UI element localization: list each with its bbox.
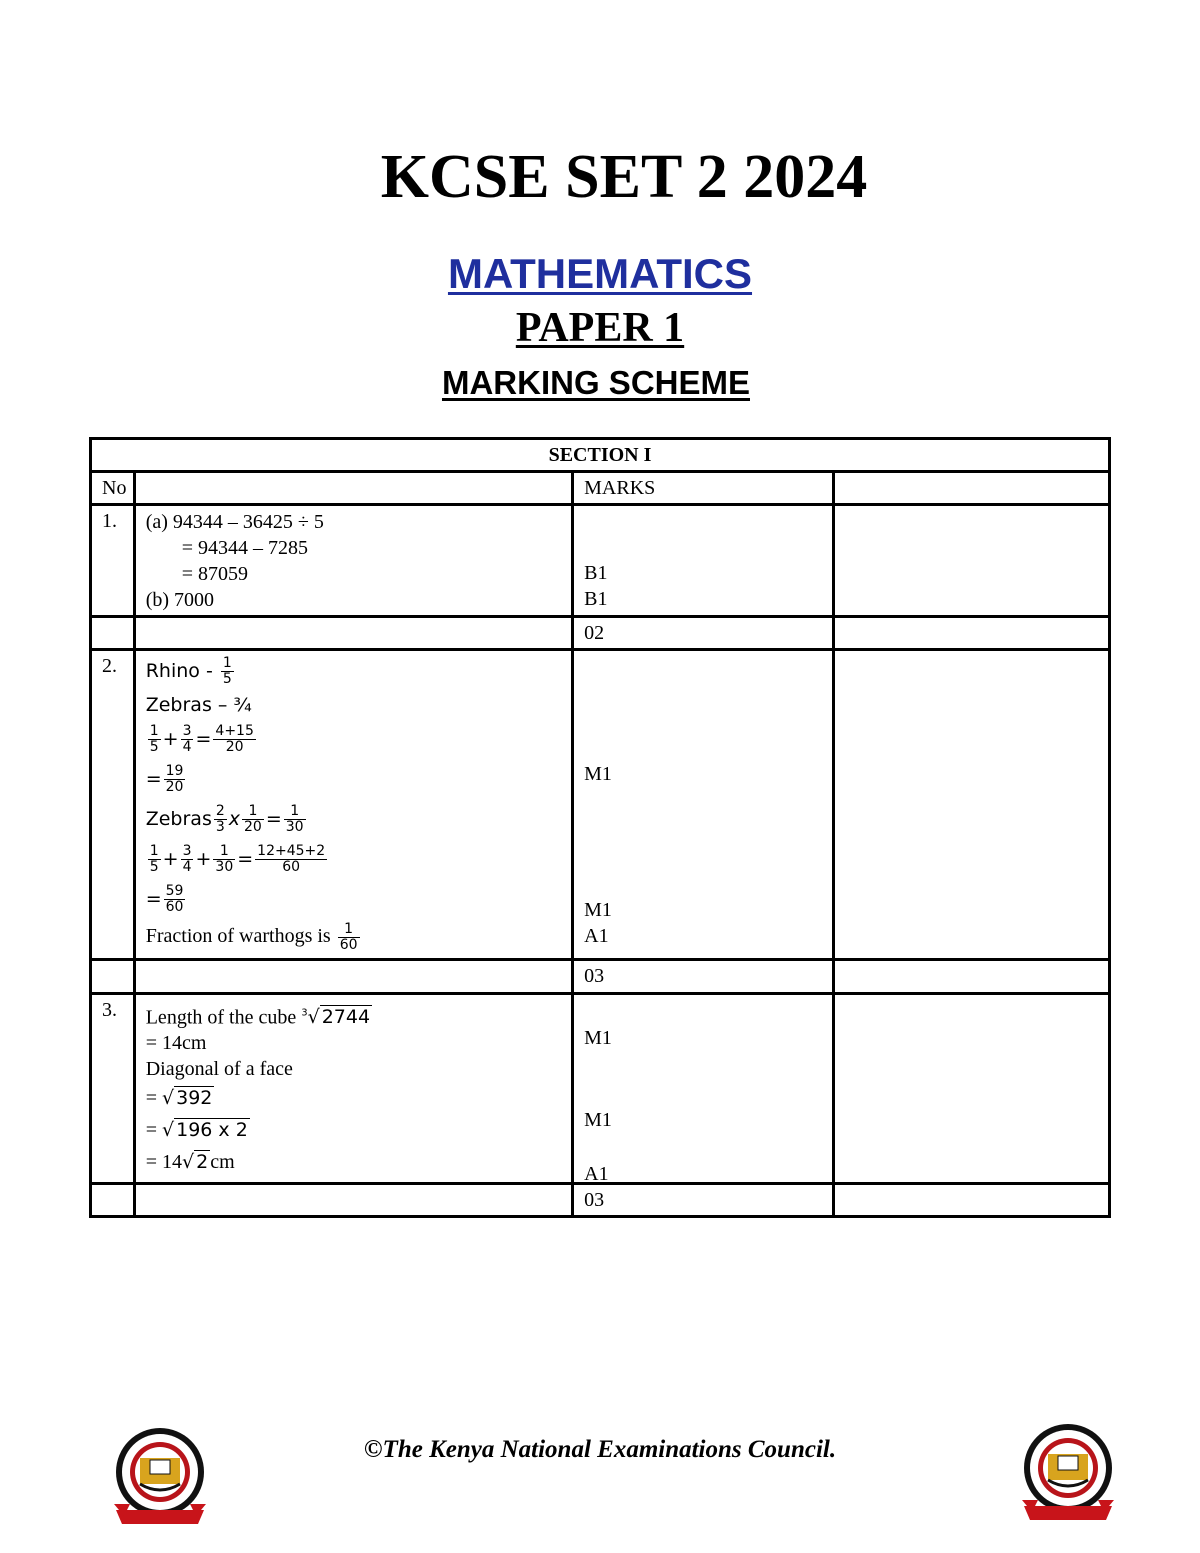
working-line: (a) 94344 – 36425 ÷ 5: [145, 511, 324, 533]
fraction: $\frac{19}{20}$: [165, 763, 184, 795]
mark-award: B1: [584, 588, 608, 610]
question-number: 1.: [91, 505, 135, 617]
fraction: $\frac{59}{60}$: [165, 883, 184, 915]
square-root: √ 196 x 2: [162, 1119, 248, 1142]
working-line: = 14cm: [145, 1032, 207, 1055]
fraction: $\frac{3}{4}$: [182, 843, 192, 875]
working-line: [146, 1001, 561, 1030]
square-root: √ 392: [162, 1087, 213, 1110]
empty-cell: [134, 1184, 572, 1217]
subtotal-row: [91, 960, 1110, 994]
working-cell: [134, 650, 572, 960]
fraction: $\frac{12+45+2}{60}$: [257, 843, 326, 875]
working-line: = 87059: [181, 563, 248, 585]
section-heading-row: [91, 439, 1110, 472]
text: Length of the cube: [145, 1006, 297, 1029]
fraction: $\frac{1}{5}$: [222, 655, 232, 687]
working-line: Diagonal of a face: [145, 1058, 293, 1081]
column-header-marks: MARKS: [573, 472, 834, 505]
fraction: $\frac{1}{5}$: [149, 723, 159, 755]
mark-award: M1: [584, 899, 612, 921]
mark-award: M1: [584, 763, 612, 785]
empty-cell: [834, 617, 1110, 650]
subtotal-marks: 03: [573, 1184, 834, 1217]
empty-cell: [134, 617, 572, 650]
question-row-2: [91, 650, 1110, 960]
working-line: = √ 196 x 2: [145, 1119, 248, 1142]
working-line: = $\frac{59}{60}$: [145, 883, 184, 915]
working-cell: [134, 994, 572, 1184]
mark-award: A1: [584, 925, 609, 947]
knec-logo-left: [110, 1424, 210, 1534]
question-row-1: [91, 505, 1110, 617]
fraction: $\frac{2}{3}$: [215, 803, 225, 835]
working-line: = √ 392: [145, 1087, 213, 1110]
square-root: √ 2: [182, 1151, 209, 1174]
fraction: $\frac{1}{30}$: [215, 843, 234, 875]
empty-cell: [834, 1184, 1110, 1217]
working-line: [146, 651, 561, 691]
working-line: Zebras – ¾: [145, 694, 252, 716]
copyright-footer: ©The Kenya National Examinations Council.: [363, 1436, 837, 1463]
text: Zebras: [145, 808, 212, 830]
column-header-working: [134, 472, 572, 505]
question-number: 2.: [91, 650, 135, 960]
text: Fraction of warthogs is: [145, 925, 331, 947]
empty-cell: [834, 960, 1110, 994]
working-line: = 94344 – 7285: [181, 537, 308, 559]
fraction: $\frac{3}{4}$: [182, 723, 192, 755]
marking-scheme-table: [89, 437, 1111, 1218]
extra-cell: [834, 505, 1110, 617]
subject-heading: MATHEMATICS: [447, 250, 753, 297]
knec-logo-right: [1018, 1420, 1118, 1530]
column-header-row: [91, 472, 1110, 505]
document-title: KCSE SET 2 2024: [380, 143, 868, 211]
fraction: $\frac{1}{5}$: [149, 843, 159, 875]
fraction: $\frac{1}{30}$: [285, 803, 304, 835]
empty-cell: [91, 1184, 135, 1217]
marks-cell: [573, 505, 834, 617]
working-line: $\frac{1}{5}$ + $\frac{3}{4}$ + $\frac{1}{30}$ = $\frac{12+45+2}{60}$: [149, 843, 326, 875]
paper-heading: PAPER 1: [515, 305, 685, 351]
fraction: $\frac{1}{20}$: [244, 803, 262, 835]
column-header-no: No: [91, 472, 135, 505]
working-line: $\frac{1}{5}$ + $\frac{3}{4}$ = $\frac{4+15}{20}$: [149, 723, 254, 755]
subtotal-row: [91, 617, 1110, 650]
fraction: $\frac{1}{60}$: [339, 920, 358, 953]
extra-cell: [834, 994, 1110, 1184]
subtotal-row: [91, 1184, 1110, 1217]
working-line: = $\frac{19}{20}$: [145, 763, 184, 795]
marks-cell: [573, 650, 834, 960]
empty-cell: [134, 960, 572, 994]
mark-award: B1: [584, 562, 608, 584]
mark-award: M1: [584, 1109, 612, 1131]
empty-cell: [91, 960, 135, 994]
marks-cell: [573, 994, 834, 1184]
question-row-3: [91, 994, 1110, 1184]
text: Rhino -: [145, 660, 213, 682]
marking-scheme-heading: MARKING SCHEME: [441, 364, 750, 401]
working-line: = 14√ 2 cm: [145, 1151, 235, 1174]
extra-cell: [834, 650, 1110, 960]
cube-root: $^3$√ 2744: [301, 1006, 371, 1029]
empty-cell: [91, 617, 135, 650]
working-line: Zebras $\frac{2}{3}$ x $\frac{1}{20}$ = $\frac{1}{30}$: [145, 803, 304, 835]
fraction: $\frac{4+15}{20}$: [215, 723, 254, 755]
working-cell: [134, 505, 572, 617]
section-heading: SECTION I: [91, 439, 1110, 472]
working-line: (b) 7000: [145, 589, 215, 611]
question-number: 3.: [91, 994, 135, 1184]
subtotal-marks: 03: [573, 960, 834, 994]
mark-award: A1: [584, 1163, 609, 1185]
column-header-extra: [834, 472, 1110, 505]
working-line: [146, 919, 561, 953]
mark-award: M1: [584, 1027, 612, 1049]
subtotal-marks: 02: [573, 617, 834, 650]
